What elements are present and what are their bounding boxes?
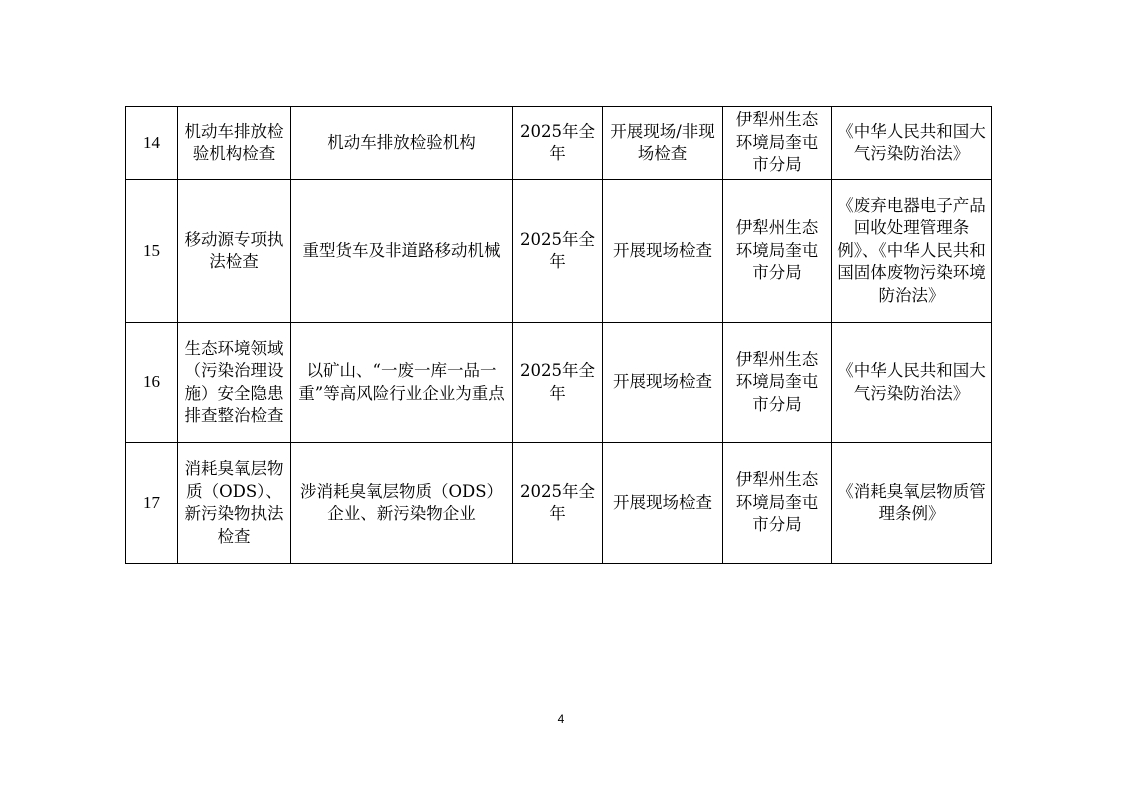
- responsible-department: 伊犁州生态环境局奎屯市分局: [723, 180, 832, 323]
- inspection-method: 开展现场检查: [603, 323, 723, 443]
- inspection-time: 2025年全年: [513, 107, 603, 180]
- row-number: 14: [126, 107, 178, 180]
- inspection-method: 开展现场/非现场检查: [603, 107, 723, 180]
- responsible-department: 伊犁州生态环境局奎屯市分局: [723, 443, 832, 564]
- inspection-method: 开展现场检查: [603, 180, 723, 323]
- inspection-target: 重型货车及非道路移动机械: [291, 180, 513, 323]
- table-row: [126, 323, 992, 443]
- legal-basis: 《废弃电器电子产品回收处理管理条例》、《中华人民共和国固体废物污染环境防治法》: [832, 180, 992, 323]
- inspection-item: 生态环境领域（污染治理设施）安全隐患排查整治检查: [178, 323, 291, 443]
- inspection-item: 消耗臭氧层物质（ODS）、新污染物执法检查: [178, 443, 291, 564]
- inspection-plan-table: [125, 106, 992, 564]
- inspection-target: 机动车排放检验机构: [291, 107, 513, 180]
- table-row: [126, 107, 992, 180]
- table-row: [126, 443, 992, 564]
- inspection-item: 移动源专项执法检查: [178, 180, 291, 323]
- legal-basis: 《中华人民共和国大气污染防治法》: [832, 323, 992, 443]
- table-row: [126, 180, 992, 323]
- inspection-method: 开展现场检查: [603, 443, 723, 564]
- row-number: 17: [126, 443, 178, 564]
- inspection-target: 以矿山、“一废一库一品一重”等高风险行业企业为重点: [291, 323, 513, 443]
- inspection-time: 2025年全年: [513, 180, 603, 323]
- inspection-time: 2025年全年: [513, 323, 603, 443]
- legal-basis: 《消耗臭氧层物质管理条例》: [832, 443, 992, 564]
- inspection-item: 机动车排放检验机构检查: [178, 107, 291, 180]
- inspection-target: 涉消耗臭氧层物质（ODS）企业、新污染物企业: [291, 443, 513, 564]
- row-number: 15: [126, 180, 178, 323]
- inspection-time: 2025年全年: [513, 443, 603, 564]
- legal-basis: 《中华人民共和国大气污染防治法》: [832, 107, 992, 180]
- responsible-department: 伊犁州生态环境局奎屯市分局: [723, 323, 832, 443]
- page-number: 4: [557, 712, 565, 726]
- responsible-department: 伊犁州生态环境局奎屯市分局: [723, 107, 832, 180]
- row-number: 16: [126, 323, 178, 443]
